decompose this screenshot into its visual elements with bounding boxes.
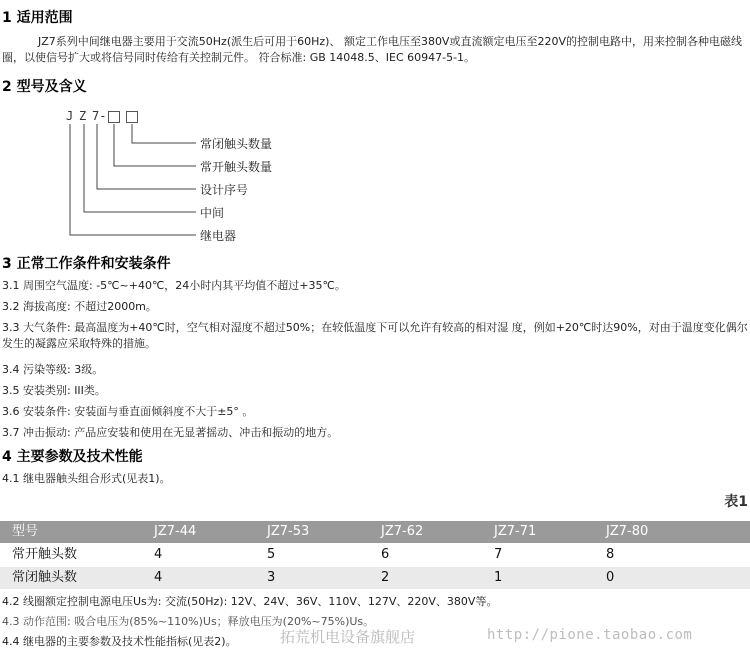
condition-3-4: 3.4 污染等级: 3级。 (2, 363, 104, 376)
label-intermediate: 中间 (200, 206, 225, 220)
table-cell: 常开触头数 (12, 547, 78, 562)
param-4-1: 4.1 继电器触头组合形式(见表1)。 (2, 472, 171, 485)
condition-3-6: 3.6 安装条件: 安装面与垂直面倾斜度不大于±5° 。 (2, 405, 254, 418)
table-cell: 常闭触头数 (12, 570, 78, 585)
param-4-2: 4.2 线圈额定控制电源电压Us为: 交流(50Hz): 12V、24V、36V、110V、127V、220V、380V等。 (2, 595, 498, 608)
condition-3-5: 3.5 安装类别: III类。 (2, 384, 106, 397)
label-nc-contacts: 常闭触头数量 (200, 137, 273, 151)
label-design-number: 设计序号 (200, 183, 249, 197)
table-cell: 4 (154, 570, 163, 585)
table-header-cell: JZ7-71 (494, 524, 537, 539)
table-cell: 0 (606, 570, 615, 585)
code-char-j: J (66, 109, 74, 123)
table-header-cell: JZ7-53 (267, 524, 310, 539)
code-char-z: Z (79, 109, 87, 123)
table-row (0, 544, 750, 566)
table-cell: 5 (267, 547, 276, 562)
section-1-text: JZ7系列中间继电器主要用于交流50Hz(派生后可用于60Hz)、 额定工作电压至380V或直流额定电压至220V的控制电路中，用来控制各种电磁线圈，以使信号扩大或将信号同时传给有关控制元件。 符合标准: GB 14048.5、IEC 60947-5-1。 (2, 35, 742, 64)
table-cell: 8 (606, 547, 615, 562)
store-url-watermark: http://pione.taobao.com (487, 627, 693, 643)
table-header-cell: 型号 (12, 524, 39, 539)
condition-3-7: 3.7 冲击振动: 产品应安装和使用在无显著摇动、冲击和振动的地方。 (2, 426, 339, 439)
store-watermark: 拓荒机电设备旗舰店 (280, 628, 416, 646)
condition-3-2: 3.2 海拔高度: 不超过2000m。 (2, 300, 157, 313)
label-relay: 继电器 (200, 229, 237, 243)
param-4-4: 4.4 继电器的主要参数及技术性能指标(见表2)。 (2, 635, 237, 648)
label-no-contacts: 常开触头数量 (200, 160, 273, 174)
table-cell: 2 (381, 570, 390, 585)
table-header-cell: JZ7-80 (606, 524, 649, 539)
section-1-heading: 1 适用范围 (2, 10, 73, 26)
table-cell: 3 (267, 570, 276, 585)
diagram-lines (0, 0, 750, 250)
table-header-cell: JZ7-44 (154, 524, 197, 539)
table-cell: 1 (494, 570, 503, 585)
table-header-row (0, 521, 750, 543)
param-4-3: 4.3 动作范围: 吸合电压为(85%~110%)Us；释放电压为(20%~75%)Us。 (2, 615, 375, 628)
section-2-heading: 2 型号及含义 (2, 79, 87, 95)
section-3-heading: 3 正常工作条件和安装条件 (2, 256, 171, 272)
table-cell: 6 (381, 547, 390, 562)
section-4-heading: 4 主要参数及技术性能 (2, 449, 143, 465)
table-cell: 4 (154, 547, 163, 562)
code-char-7: 7- (92, 109, 107, 123)
table-cell: 7 (494, 547, 503, 562)
table-1-tag: 表1 (724, 494, 748, 510)
table-row (0, 567, 750, 589)
condition-3-1: 3.1 周围空气温度: -5℃~+40℃，24小时内其平均值不超过+35℃。 (2, 279, 346, 292)
condition-3-3: 3.3 大气条件: 最高温度为+40℃时，空气相对湿度不超过50%；在较低温度下可以允许有较高的相对湿 度，例如+20℃时达90%，对由于温度变化偶尔发生的凝露应采取特殊的措施。 (2, 321, 748, 350)
table-header-cell: JZ7-62 (381, 524, 424, 539)
